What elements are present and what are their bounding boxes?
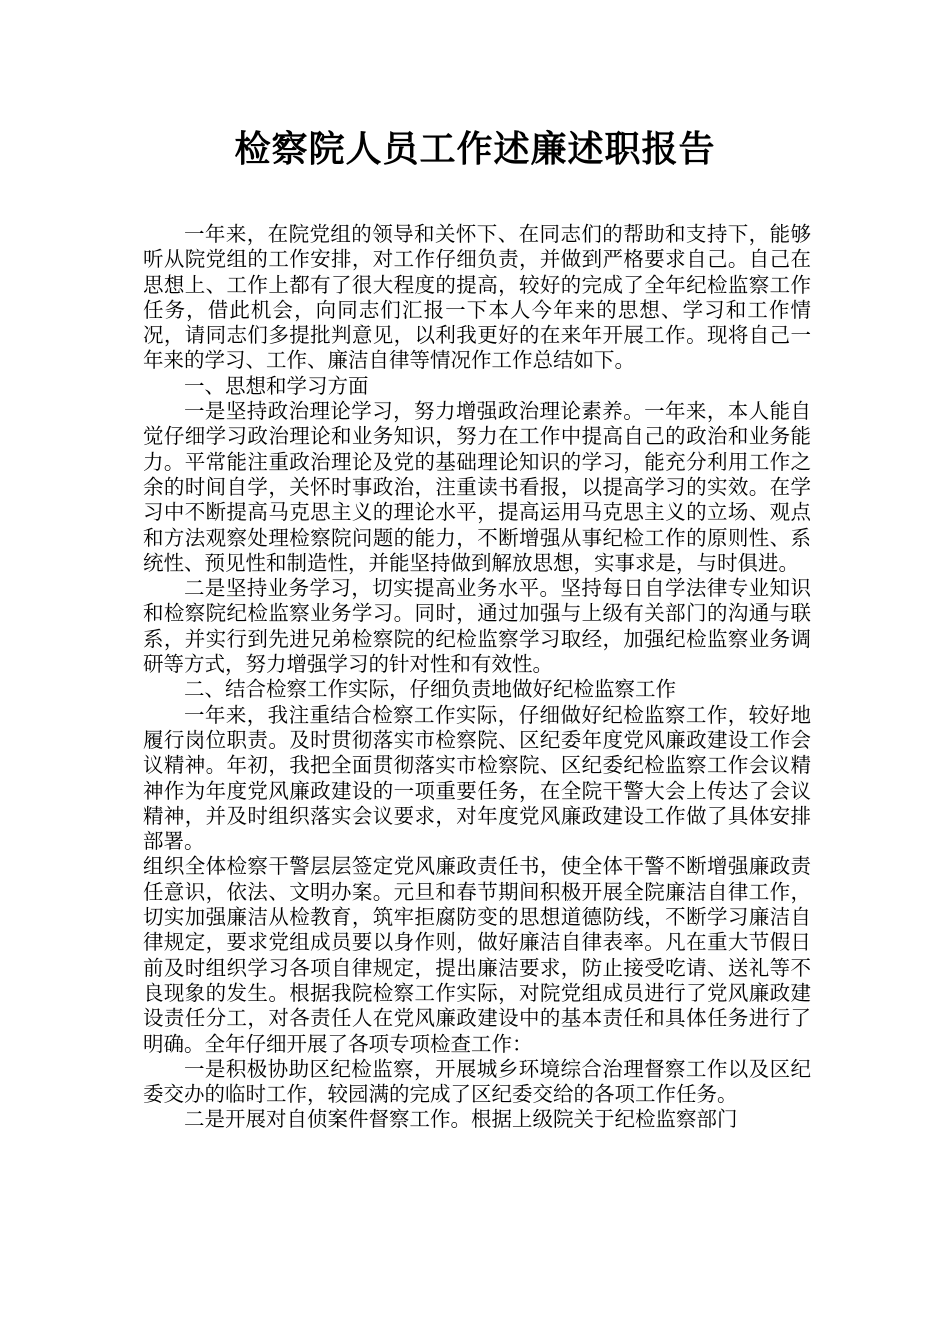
paragraph: 组织全体检察干警层层签定党风廉政责任书，使全体干警不断增强廉政责任意识，依法、文明办案。元旦和春节期间积极开展全院廉洁自律工作，切实加强廉洁从检教育，筑牢拒腐防变的思想道德防线，不断学习廉洁自律规定，要求党组成员要以身作则，做好廉洁自律表率。凡在重大节假日前及时组织学习各项自律规定，提出廉洁要求，防止接受吃请、送礼等不良现象的发生。根据我院检察工作实际，对院党组成员进行了党风廉政建设责任分工，对各责任人在党风廉政建设中的基本责任和具体任务进行了明确。全年仔细开展了各项专项检查工作： bbox=[143, 854, 811, 1056]
page-title: 检察院人员工作述廉述职报告 bbox=[234, 129, 716, 170]
document-body bbox=[143, 222, 811, 1133]
paragraph: 一是坚持政治理论学习，努力增强政治理论素养。一年来，本人能自觉仔细学习政治理论和业务知识，努力在工作中提高自己的政治和业务能力。平常能注重政治理论及党的基础理论知识的学习，能充分利用工作之余的时间自学，关怀时事政治，注重读书看报，以提高学习的实效。在学习中不断提高马克思主义的理论水平，提高运用马克思主义的立场、观点和方法观察处理检察院问题的能力，不断增强从事纪检工作的原则性、系统性、预见性和制造性，并能坚持做到解放思想，实事求是，与时俱进。 bbox=[143, 399, 811, 575]
paragraph: 一年来，在院党组的领导和关怀下、在同志们的帮助和支持下，能够听从院党组的工作安排，对工作仔细负责，并做到严格要求自己。自己在思想上、工作上都有了很大程度的提高，较好的完成了全年纪检监察工作任务，借此机会，向同志们汇报一下本人今年来的思想、学习和工作情况，请同志们多提批判意见，以利我更好的在来年开展工作。现将自己一年来的学习、工作、廉洁自律等情况作工作总结如下。 bbox=[143, 222, 811, 373]
paragraph: 二是开展对自侦案件督察工作。根据上级院关于纪检监察部门 bbox=[184, 1107, 738, 1132]
paragraph: 一是积极协助区纪检监察，开展城乡环境综合治理督察工作以及区纪委交办的临时工作，较园满的完成了区纪委交给的各项工作任务。 bbox=[143, 1056, 811, 1107]
paragraph: 一年来，我注重结合检察工作实际，仔细做好纪检监察工作，较好地履行岗位职责。及时贯彻落实市检察院、区纪委年度党风廉政建设工作会议精神。年初，我把全面贯彻落实市检察院、区纪委纪检监察工作会议精神作为年度党风廉政建设的一项重要任务，在全院干警大会上传达了会议精神，并及时组织落实会议要求，对年度党风廉政建设工作做了具体安排部署。 bbox=[143, 702, 811, 854]
section-heading: 二、结合检察工作实际，仔细负责地做好纪检监察工作 bbox=[184, 677, 676, 702]
paragraph: 二是坚持业务学习，切实提高业务水平。坚持每日自学法律专业知识和检察院纪检监察业务学习。同时，通过加强与上级有关部门的沟通与联系，并实行到先进兄弟检察院的纪检监察学习取经，加强纪检监察业务调研等方式，努力增强学习的针对性和有效性。 bbox=[143, 576, 811, 677]
section-heading: 一、思想和学习方面 bbox=[184, 373, 369, 398]
